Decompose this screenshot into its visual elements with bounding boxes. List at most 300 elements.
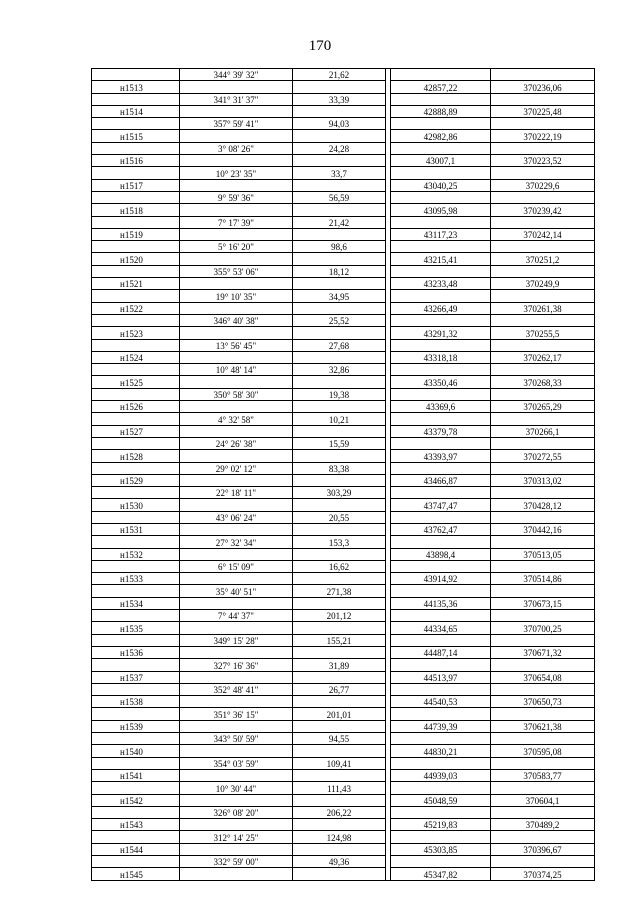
y-coordinate-cell: 370513,05 xyxy=(491,548,595,560)
table-row-segment xyxy=(92,634,595,646)
table-row-point xyxy=(92,769,595,781)
point-name-cell: н1525 xyxy=(92,376,180,388)
y-coordinate-cell xyxy=(491,290,595,302)
x-coordinate-cell: 44334,65 xyxy=(391,622,491,634)
distance-cell: 83,38 xyxy=(293,462,386,474)
y-coordinate-cell: 370313,02 xyxy=(491,474,595,486)
table-row-point xyxy=(92,401,595,413)
distance-cell xyxy=(293,671,386,683)
point-name-cell xyxy=(92,733,180,745)
point-name-cell xyxy=(92,142,180,154)
distance-cell xyxy=(293,81,386,93)
distance-cell xyxy=(293,450,386,462)
direction-angle-cell: 332° 59' 00" xyxy=(180,856,293,868)
table-row-segment xyxy=(92,806,595,818)
table-row-segment xyxy=(92,831,595,843)
table-row-segment xyxy=(92,659,595,671)
point-name-cell xyxy=(92,339,180,351)
x-coordinate-cell: 43095,98 xyxy=(391,204,491,216)
y-coordinate-cell xyxy=(491,610,595,622)
table-row-point xyxy=(92,843,595,855)
y-coordinate-cell: 370595,08 xyxy=(491,745,595,757)
point-name-cell xyxy=(92,314,180,326)
direction-angle-cell xyxy=(180,228,293,240)
x-coordinate-cell: 44513,97 xyxy=(391,671,491,683)
distance-cell xyxy=(293,646,386,658)
y-coordinate-cell xyxy=(491,314,595,326)
point-name-cell: н1544 xyxy=(92,843,180,855)
x-coordinate-cell: 44135,36 xyxy=(391,597,491,609)
table-row-segment xyxy=(92,118,595,130)
table-row-segment xyxy=(92,93,595,105)
y-coordinate-cell xyxy=(491,487,595,499)
y-coordinate-cell xyxy=(491,388,595,400)
distance-cell xyxy=(293,105,386,117)
point-name-cell xyxy=(92,782,180,794)
distance-cell: 18,12 xyxy=(293,265,386,277)
distance-cell xyxy=(293,179,386,191)
x-coordinate-cell: 43747,47 xyxy=(391,499,491,511)
table-row-point xyxy=(92,130,595,142)
y-coordinate-cell: 370654,08 xyxy=(491,671,595,683)
point-name-cell: н1535 xyxy=(92,622,180,634)
distance-cell: 10,21 xyxy=(293,413,386,425)
y-coordinate-cell: 370268,33 xyxy=(491,376,595,388)
distance-cell: 21,62 xyxy=(293,69,386,81)
table-row-segment xyxy=(92,536,595,548)
x-coordinate-cell xyxy=(391,683,491,695)
table-row-point xyxy=(92,253,595,265)
y-coordinate-cell xyxy=(491,241,595,253)
x-coordinate-cell xyxy=(391,462,491,474)
table-row-point xyxy=(92,327,595,339)
point-name-cell xyxy=(92,437,180,449)
x-coordinate-cell xyxy=(391,634,491,646)
point-name-cell: н1522 xyxy=(92,302,180,314)
distance-cell: 21,42 xyxy=(293,216,386,228)
y-coordinate-cell: 370262,17 xyxy=(491,351,595,363)
point-name-cell: н1530 xyxy=(92,499,180,511)
point-name-cell xyxy=(92,216,180,228)
y-coordinate-cell xyxy=(491,634,595,646)
point-name-cell xyxy=(92,118,180,130)
direction-angle-cell: 24° 26' 38" xyxy=(180,437,293,449)
x-coordinate-cell: 45303,85 xyxy=(391,843,491,855)
y-coordinate-cell xyxy=(491,856,595,868)
x-coordinate-cell: 43215,41 xyxy=(391,253,491,265)
y-coordinate-cell: 370229,6 xyxy=(491,179,595,191)
x-coordinate-cell xyxy=(391,290,491,302)
table-row-segment xyxy=(92,782,595,794)
table-row-point xyxy=(92,573,595,585)
x-coordinate-cell xyxy=(391,118,491,130)
direction-angle-cell xyxy=(180,868,293,880)
point-name-cell xyxy=(92,683,180,695)
y-coordinate-cell xyxy=(491,782,595,794)
distance-cell: 124,98 xyxy=(293,831,386,843)
direction-angle-cell: 352° 48' 41" xyxy=(180,683,293,695)
point-name-cell xyxy=(92,413,180,425)
distance-cell: 25,52 xyxy=(293,314,386,326)
x-coordinate-cell xyxy=(391,314,491,326)
x-coordinate-cell: 43117,23 xyxy=(391,228,491,240)
point-name-cell xyxy=(92,69,180,81)
point-name-cell: н1520 xyxy=(92,253,180,265)
table-row-segment xyxy=(92,216,595,228)
direction-angle-cell: 10° 30' 44" xyxy=(180,782,293,794)
table-row-point xyxy=(92,376,595,388)
direction-angle-cell xyxy=(180,474,293,486)
page-number: 170 xyxy=(308,38,332,54)
table-row-point xyxy=(92,81,595,93)
table-row-point xyxy=(92,351,595,363)
point-name-cell: н1541 xyxy=(92,769,180,781)
table-row-segment xyxy=(92,757,595,769)
y-coordinate-cell: 370396,67 xyxy=(491,843,595,855)
table-row-point xyxy=(92,548,595,560)
direction-angle-cell: 312° 14' 25" xyxy=(180,831,293,843)
x-coordinate-cell xyxy=(391,93,491,105)
table-row-point xyxy=(92,179,595,191)
table-row-point xyxy=(92,646,595,658)
distance-cell: 109,41 xyxy=(293,757,386,769)
y-coordinate-cell: 370239,42 xyxy=(491,204,595,216)
point-name-cell xyxy=(92,806,180,818)
y-coordinate-cell: 370604,1 xyxy=(491,794,595,806)
distance-cell: 32,86 xyxy=(293,364,386,376)
direction-angle-cell xyxy=(180,425,293,437)
distance-cell xyxy=(293,302,386,314)
x-coordinate-cell xyxy=(391,733,491,745)
direction-angle-cell xyxy=(180,622,293,634)
x-coordinate-cell: 42857,22 xyxy=(391,81,491,93)
point-name-cell xyxy=(92,487,180,499)
y-coordinate-cell: 370514,86 xyxy=(491,573,595,585)
direction-angle-cell: 7° 44' 37" xyxy=(180,610,293,622)
direction-angle-cell xyxy=(180,278,293,290)
table-row-segment xyxy=(92,487,595,499)
table-row-point xyxy=(92,819,595,831)
distance-cell xyxy=(293,573,386,585)
direction-angle-cell xyxy=(180,671,293,683)
x-coordinate-cell: 43762,47 xyxy=(391,523,491,535)
x-coordinate-cell: 43898,4 xyxy=(391,548,491,560)
direction-angle-cell: 357° 59' 41" xyxy=(180,118,293,130)
point-name-cell: н1524 xyxy=(92,351,180,363)
y-coordinate-cell xyxy=(491,511,595,523)
y-coordinate-cell: 370671,32 xyxy=(491,646,595,658)
direction-angle-cell xyxy=(180,499,293,511)
table-row-point xyxy=(92,105,595,117)
direction-angle-cell: 351° 36' 15" xyxy=(180,708,293,720)
direction-angle-cell xyxy=(180,769,293,781)
direction-angle-cell xyxy=(180,351,293,363)
point-name-cell: н1532 xyxy=(92,548,180,560)
x-coordinate-cell: 42982,86 xyxy=(391,130,491,142)
table-row-point xyxy=(92,450,595,462)
direction-angle-cell: 7° 17' 39" xyxy=(180,216,293,228)
table-row-point xyxy=(92,696,595,708)
distance-cell: 153,3 xyxy=(293,536,386,548)
point-name-cell xyxy=(92,388,180,400)
y-coordinate-cell xyxy=(491,167,595,179)
point-name-cell xyxy=(92,856,180,868)
x-coordinate-cell xyxy=(391,339,491,351)
coordinates-table xyxy=(91,68,595,881)
direction-angle-cell xyxy=(180,819,293,831)
table-row-segment xyxy=(92,856,595,868)
x-coordinate-cell: 45347,82 xyxy=(391,868,491,880)
x-coordinate-cell: 44939,03 xyxy=(391,769,491,781)
distance-cell xyxy=(293,548,386,560)
distance-cell: 20,55 xyxy=(293,511,386,523)
table-row-point xyxy=(92,745,595,757)
point-name-cell xyxy=(92,364,180,376)
distance-cell: 303,29 xyxy=(293,487,386,499)
table-row-segment xyxy=(92,462,595,474)
distance-cell xyxy=(293,843,386,855)
x-coordinate-cell xyxy=(391,388,491,400)
point-name-cell xyxy=(92,241,180,253)
point-name-cell xyxy=(92,462,180,474)
x-coordinate-cell: 45219,83 xyxy=(391,819,491,831)
table-row-point xyxy=(92,302,595,314)
y-coordinate-cell xyxy=(491,733,595,745)
point-name-cell: н1540 xyxy=(92,745,180,757)
table-row-segment xyxy=(92,437,595,449)
direction-angle-cell: 4° 32' 58" xyxy=(180,413,293,425)
x-coordinate-cell xyxy=(391,856,491,868)
table-row-point xyxy=(92,425,595,437)
distance-cell: 94,03 xyxy=(293,118,386,130)
distance-cell xyxy=(293,868,386,880)
x-coordinate-cell xyxy=(391,560,491,572)
table-row-segment xyxy=(92,314,595,326)
direction-angle-cell xyxy=(180,204,293,216)
table-row-segment xyxy=(92,191,595,203)
distance-cell: 27,68 xyxy=(293,339,386,351)
point-name-cell xyxy=(92,536,180,548)
direction-angle-cell xyxy=(180,646,293,658)
table-row-segment xyxy=(92,265,595,277)
x-coordinate-cell xyxy=(391,69,491,81)
x-coordinate-cell: 42888,89 xyxy=(391,105,491,117)
x-coordinate-cell: 43466,87 xyxy=(391,474,491,486)
table-row-segment xyxy=(92,364,595,376)
x-coordinate-cell: 43369,6 xyxy=(391,401,491,413)
y-coordinate-cell: 370251,2 xyxy=(491,253,595,265)
table-row-segment xyxy=(92,69,595,81)
x-coordinate-cell: 43233,48 xyxy=(391,278,491,290)
distance-cell: 26,77 xyxy=(293,683,386,695)
direction-angle-cell: 6° 15' 09" xyxy=(180,560,293,572)
distance-cell xyxy=(293,204,386,216)
y-coordinate-cell: 370700,25 xyxy=(491,622,595,634)
distance-cell xyxy=(293,130,386,142)
table-row-point xyxy=(92,523,595,535)
table-row-segment xyxy=(92,683,595,695)
point-name-cell: н1533 xyxy=(92,573,180,585)
direction-angle-cell: 355° 53' 06" xyxy=(180,265,293,277)
x-coordinate-cell xyxy=(391,511,491,523)
y-coordinate-cell xyxy=(491,339,595,351)
table-row-point xyxy=(92,622,595,634)
table-row-segment xyxy=(92,142,595,154)
x-coordinate-cell xyxy=(391,659,491,671)
point-name-cell xyxy=(92,610,180,622)
table-row-segment xyxy=(92,241,595,253)
x-coordinate-cell xyxy=(391,536,491,548)
x-coordinate-cell: 44739,39 xyxy=(391,720,491,732)
coordinates-table-body xyxy=(92,69,595,881)
direction-angle-cell: 13° 56' 45" xyxy=(180,339,293,351)
point-name-cell: н1514 xyxy=(92,105,180,117)
direction-angle-cell: 344° 39' 32" xyxy=(180,69,293,81)
direction-angle-cell xyxy=(180,794,293,806)
direction-angle-cell xyxy=(180,179,293,191)
table-row-point xyxy=(92,868,595,880)
y-coordinate-cell: 370442,16 xyxy=(491,523,595,535)
direction-angle-cell: 35° 40' 51" xyxy=(180,585,293,597)
table-row-segment xyxy=(92,733,595,745)
direction-angle-cell: 354° 03' 59" xyxy=(180,757,293,769)
x-coordinate-cell: 43350,46 xyxy=(391,376,491,388)
distance-cell xyxy=(293,401,386,413)
y-coordinate-cell: 370249,9 xyxy=(491,278,595,290)
y-coordinate-cell xyxy=(491,142,595,154)
distance-cell xyxy=(293,769,386,781)
direction-angle-cell: 19° 10' 35" xyxy=(180,290,293,302)
y-coordinate-cell xyxy=(491,216,595,228)
distance-cell: 111,43 xyxy=(293,782,386,794)
direction-angle-cell: 27° 32' 34" xyxy=(180,536,293,548)
x-coordinate-cell xyxy=(391,782,491,794)
y-coordinate-cell: 370223,52 xyxy=(491,155,595,167)
direction-angle-cell xyxy=(180,130,293,142)
y-coordinate-cell: 370428,12 xyxy=(491,499,595,511)
distance-cell xyxy=(293,819,386,831)
distance-cell xyxy=(293,278,386,290)
distance-cell xyxy=(293,720,386,732)
point-name-cell xyxy=(92,831,180,843)
point-name-cell: н1518 xyxy=(92,204,180,216)
direction-angle-cell xyxy=(180,327,293,339)
point-name-cell xyxy=(92,560,180,572)
distance-cell xyxy=(293,253,386,265)
y-coordinate-cell xyxy=(491,265,595,277)
point-name-cell xyxy=(92,634,180,646)
x-coordinate-cell: 43266,49 xyxy=(391,302,491,314)
x-coordinate-cell: 43914,92 xyxy=(391,573,491,585)
direction-angle-cell: 349° 15' 28" xyxy=(180,634,293,646)
distance-cell xyxy=(293,622,386,634)
direction-angle-cell: 326° 08' 20" xyxy=(180,806,293,818)
distance-cell: 33,39 xyxy=(293,93,386,105)
table-row-segment xyxy=(92,708,595,720)
y-coordinate-cell xyxy=(491,757,595,769)
point-name-cell xyxy=(92,511,180,523)
point-name-cell: н1526 xyxy=(92,401,180,413)
y-coordinate-cell xyxy=(491,462,595,474)
distance-cell: 94,55 xyxy=(293,733,386,745)
direction-angle-cell: 346° 40' 38" xyxy=(180,314,293,326)
point-name-cell xyxy=(92,191,180,203)
distance-cell xyxy=(293,499,386,511)
direction-angle-cell xyxy=(180,843,293,855)
y-coordinate-cell: 370225,48 xyxy=(491,105,595,117)
point-name-cell: н1534 xyxy=(92,597,180,609)
x-coordinate-cell: 43318,18 xyxy=(391,351,491,363)
direction-angle-cell: 343° 50' 59" xyxy=(180,733,293,745)
table-row-segment xyxy=(92,585,595,597)
x-coordinate-cell: 44487,14 xyxy=(391,646,491,658)
point-name-cell: н1513 xyxy=(92,81,180,93)
distance-cell: 15,59 xyxy=(293,437,386,449)
y-coordinate-cell: 370261,38 xyxy=(491,302,595,314)
direction-angle-cell xyxy=(180,81,293,93)
y-coordinate-cell xyxy=(491,683,595,695)
point-name-cell xyxy=(92,708,180,720)
y-coordinate-cell: 370272,55 xyxy=(491,450,595,462)
table-row-point xyxy=(92,474,595,486)
direction-angle-cell xyxy=(180,253,293,265)
y-coordinate-cell xyxy=(491,536,595,548)
direction-angle-cell xyxy=(180,105,293,117)
point-name-cell: н1521 xyxy=(92,278,180,290)
y-coordinate-cell xyxy=(491,659,595,671)
point-name-cell: н1536 xyxy=(92,646,180,658)
direction-angle-cell xyxy=(180,696,293,708)
direction-angle-cell: 327° 16' 36" xyxy=(180,659,293,671)
y-coordinate-cell: 370621,38 xyxy=(491,720,595,732)
point-name-cell: н1528 xyxy=(92,450,180,462)
direction-angle-cell: 22° 18' 11" xyxy=(180,487,293,499)
direction-angle-cell: 341° 31' 37" xyxy=(180,93,293,105)
point-name-cell: н1531 xyxy=(92,523,180,535)
x-coordinate-cell xyxy=(391,413,491,425)
table-row-point xyxy=(92,597,595,609)
distance-cell: 16,62 xyxy=(293,560,386,572)
direction-angle-cell: 3° 08' 26" xyxy=(180,142,293,154)
point-name-cell xyxy=(92,265,180,277)
table-row-point xyxy=(92,794,595,806)
direction-angle-cell xyxy=(180,376,293,388)
direction-angle-cell: 10° 48' 14" xyxy=(180,364,293,376)
y-coordinate-cell xyxy=(491,93,595,105)
direction-angle-cell: 5° 16' 20" xyxy=(180,241,293,253)
y-coordinate-cell: 370673,15 xyxy=(491,597,595,609)
table-row-segment xyxy=(92,339,595,351)
x-coordinate-cell: 44540,53 xyxy=(391,696,491,708)
point-name-cell xyxy=(92,93,180,105)
distance-cell xyxy=(293,327,386,339)
point-name-cell: н1516 xyxy=(92,155,180,167)
y-coordinate-cell: 370583,77 xyxy=(491,769,595,781)
x-coordinate-cell: 43007,1 xyxy=(391,155,491,167)
y-coordinate-cell: 370236,06 xyxy=(491,81,595,93)
distance-cell xyxy=(293,696,386,708)
y-coordinate-cell xyxy=(491,560,595,572)
x-coordinate-cell xyxy=(391,831,491,843)
distance-cell xyxy=(293,794,386,806)
direction-angle-cell xyxy=(180,548,293,560)
y-coordinate-cell: 370242,14 xyxy=(491,228,595,240)
distance-cell xyxy=(293,425,386,437)
x-coordinate-cell xyxy=(391,757,491,769)
point-name-cell: н1542 xyxy=(92,794,180,806)
y-coordinate-cell xyxy=(491,831,595,843)
distance-cell xyxy=(293,523,386,535)
